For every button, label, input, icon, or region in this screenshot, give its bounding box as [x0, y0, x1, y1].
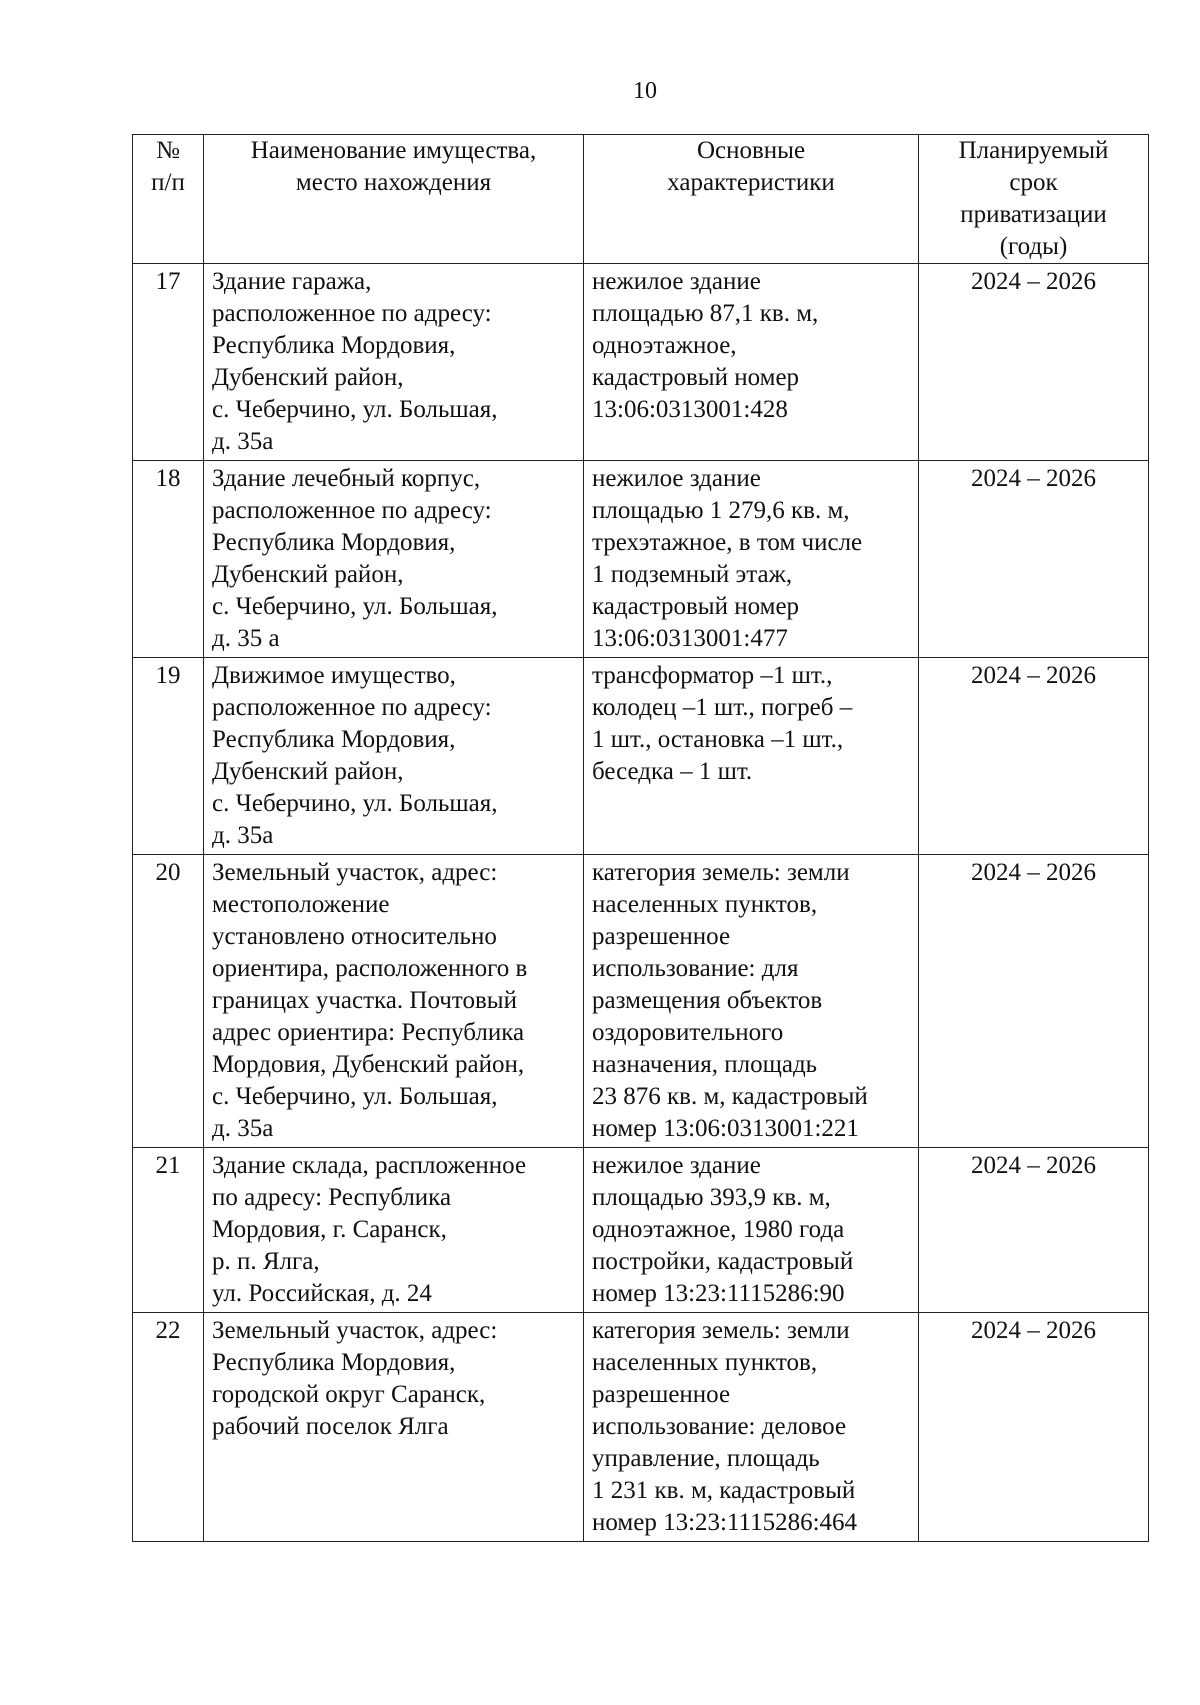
property-name-cell: Земельный участок, адрес: Республика Мордовия, городской округ Саранск, рабочий поселок Ялга: [204, 1313, 584, 1542]
privatization-term-cell: 2024 – 2026: [919, 658, 1149, 855]
characteristics-cell: трансформатор –1 шт., колодец –1 шт., погреб – 1 шт., остановка –1 шт., беседка – 1 шт.: [584, 658, 919, 855]
characteristics-cell: категория земель: земли населенных пунктов, разрешенное использование: для размещения объектов оздоровительного назначения, площадь 23 876 кв. м, кадастровый номер 13:06:0313001:221: [584, 855, 919, 1148]
property-name-cell: Движимое имущество, расположенное по адресу: Республика Мордовия, Дубенский район, с. Чеберчино, ул. Большая, д. 35а: [204, 658, 584, 855]
row-number: 22: [133, 1313, 204, 1542]
page-number: 10: [633, 78, 657, 104]
privatization-term-cell: 2024 – 2026: [919, 264, 1149, 461]
table-row: [133, 461, 1149, 658]
characteristics-cell: нежилое здание площадью 1 279,6 кв. м, трехэтажное, в том числе 1 подземный этаж, кадастровый номер 13:06:0313001:477: [584, 461, 919, 658]
row-number: 17: [133, 264, 204, 461]
property-name-cell: Земельный участок, адрес: местоположение установлено относительно ориентира, расположенного в границах участка. Почтовый адрес ориентира: Республика Мордовия, Дубенский район, с. Чеберчино, ул. Большая, д. 35а: [204, 855, 584, 1148]
privatization-term-cell: 2024 – 2026: [919, 461, 1149, 658]
table-row: [133, 264, 1149, 461]
row-number: 21: [133, 1148, 204, 1313]
property-name-cell: Здание гаража, расположенное по адресу: Республика Мордовия, Дубенский район, с. Чеберчино, ул. Большая, д. 35а: [204, 264, 584, 461]
privatization-term-cell: 2024 – 2026: [919, 1313, 1149, 1542]
characteristics-cell: нежилое здание площадью 393,9 кв. м, одноэтажное, 1980 года постройки, кадастровый номер 13:23:1115286:90: [584, 1148, 919, 1313]
table-row: [133, 855, 1149, 1148]
row-number: 19: [133, 658, 204, 855]
characteristics-cell: категория земель: земли населенных пунктов, разрешенное использование: деловое управление, площадь 1 231 кв. м, кадастровый номер 13:23:1115286:464: [584, 1313, 919, 1542]
privatization-term-cell: 2024 – 2026: [919, 855, 1149, 1148]
row-number: 18: [133, 461, 204, 658]
header-characteristics: Основные характеристики: [584, 135, 919, 264]
table-header-row: [133, 135, 1149, 264]
row-number: 20: [133, 855, 204, 1148]
table-row: [133, 1148, 1149, 1313]
property-name-cell: Здание склада, распложенное по адресу: Республика Мордовия, г. Саранск, р. п. Ялга, ул. Российская, д. 24: [204, 1148, 584, 1313]
table-row: [133, 1313, 1149, 1542]
privatization-term-cell: 2024 – 2026: [919, 1148, 1149, 1313]
privatization-table: [132, 134, 1149, 1542]
header-privatization-term: Планируемый срок приватизации (годы): [919, 135, 1149, 264]
characteristics-cell: нежилое здание площадью 87,1 кв. м, одноэтажное, кадастровый номер 13:06:0313001:428: [584, 264, 919, 461]
property-name-cell: Здание лечебный корпус, расположенное по адресу: Республика Мордовия, Дубенский район, с. Чеберчино, ул. Большая, д. 35 а: [204, 461, 584, 658]
header-number: № п/п: [133, 135, 204, 264]
header-property-name: Наименование имущества, место нахождения: [204, 135, 584, 264]
table-row: [133, 658, 1149, 855]
